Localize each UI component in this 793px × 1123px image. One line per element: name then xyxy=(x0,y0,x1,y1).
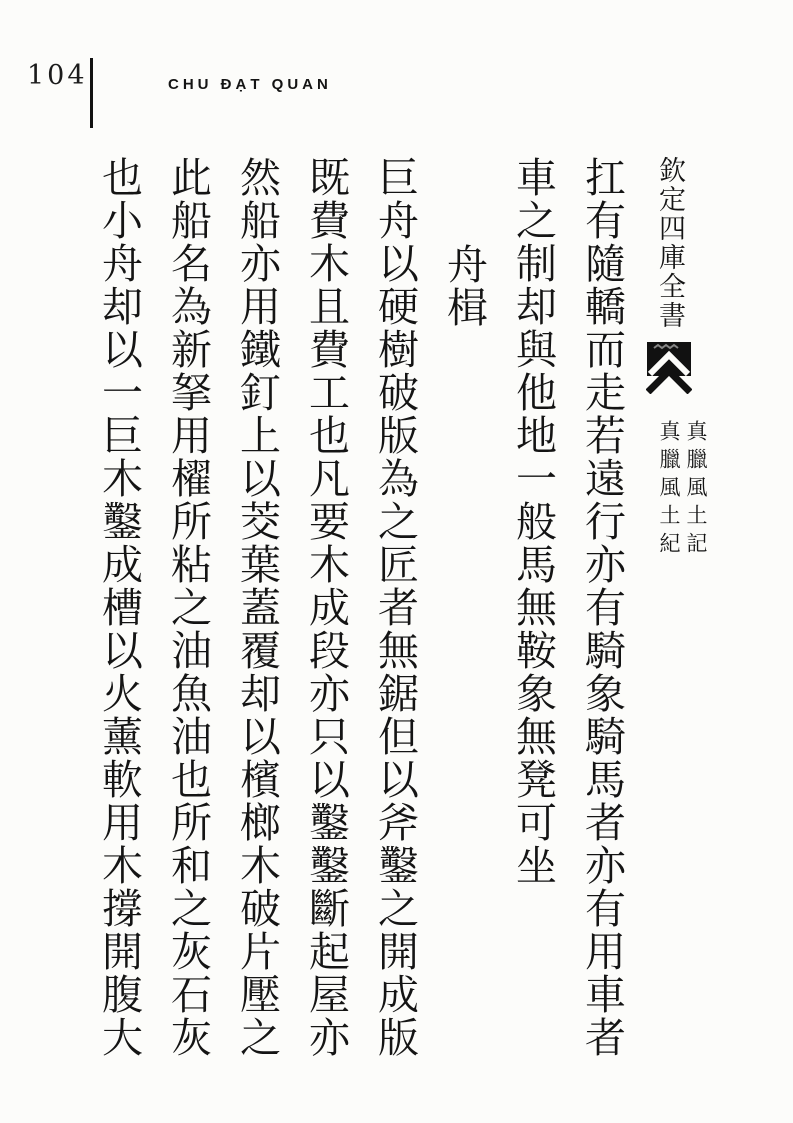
text-column: 也小舟却以一巨木鑿成槽以火薰軟用木撐開腹大 xyxy=(95,156,143,1059)
page-number: 104 xyxy=(27,60,88,91)
author-running-header: CHU ĐẠT QUAN xyxy=(168,76,332,93)
text-column: 扛有隨轎而走若遠行亦有騎象騎馬者亦有用車者 xyxy=(578,156,626,1059)
text-column: 此船名為新拏用櫂所粘之油魚油也所和之灰石灰 xyxy=(164,156,212,1059)
siku-title-column xyxy=(646,156,710,1068)
running-head xyxy=(0,0,793,140)
header-divider xyxy=(90,58,93,128)
book-title-annotation xyxy=(656,420,710,570)
book-title-left: 真臘風土紀 xyxy=(657,420,681,560)
section-title: 舟楫 xyxy=(440,243,488,329)
text-column: 巨舟以硬樹破版為之匠者無鋸但以斧鑿之開成版 xyxy=(371,156,419,1059)
book-title-right: 真臘風土記 xyxy=(684,420,708,560)
siku-seal-icon xyxy=(646,342,692,394)
text-column: 車之制却與他地一般馬無鞍象無凳可坐 xyxy=(509,156,557,887)
text-column: 然船亦用鐵釘上以茭葉蓋覆却以檳榔木破片壓之 xyxy=(233,156,281,1059)
main-text-block xyxy=(70,156,710,1068)
siku-title: 欽定四庫全書 xyxy=(654,156,685,330)
text-column: 既費木且費工也凡要木成段亦只以鑿鑿斷起屋亦 xyxy=(302,156,350,1059)
